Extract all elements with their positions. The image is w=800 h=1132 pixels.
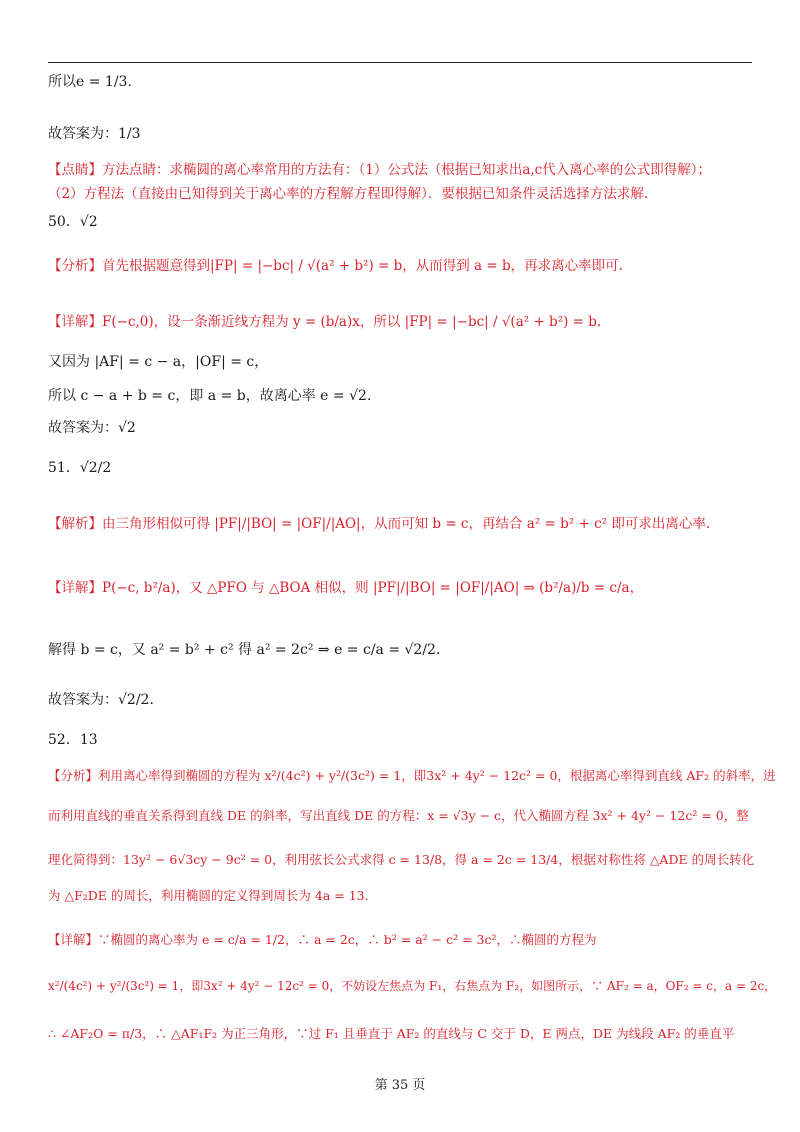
line-3: 【点睛】方法点睛：求椭圆的离心率常用的方法有：（1）公式法（根据已知求出a,c代入离心率的公式即得解）；	[48, 162, 711, 178]
line-10: 故答案为：√2	[48, 420, 136, 436]
line-7: 【详解】F(−c,0)，设一条渐近线方程为 y = (b/a)x，所以 |FP| = |−bc| / √(a² + b²) = b.	[48, 314, 602, 330]
line-2: 故答案为：1/3	[48, 126, 141, 142]
line-21: 【详解】∵椭圆的离心率为 e = c/a = 1/2，∴ a = 2c，∴ b² = a² − c² = 3c²，∴椭圆的方程为	[48, 932, 597, 947]
line-14: 解得 b = c，又 a² = b² + c² 得 a² = 2c² ⇒ e = c/a = √2/2.	[48, 642, 441, 658]
line-19: 理化简得到：13y² − 6√3cy − 9c² = 0，利用弦长公式求得 c = 13/8，得 a = 2c = 13/4，根据对称性将 △ADE 的周长转化	[48, 852, 755, 867]
line-17: 【分析】利用离心率得到椭圆的方程为 x²/(4c²) + y²/(3c²) = 1，即3x² + 4y² − 12c² = 0，根据离心率得到直线 AF₂ 的斜率，进	[48, 768, 776, 783]
line-1: 所以e = 1/3.	[48, 74, 132, 90]
line-12: 【解析】由三角形相似可得 |PF|/|BO| = |OF|/|AO|，从而可知 b = c，再结合 a² = b² + c² 即可求出离心率.	[48, 516, 711, 532]
line-4: （2）方程法（直接由已知得到关于离心率的方程解方程即得解）．要根据已知条件灵活选择方法求解.	[48, 186, 649, 202]
line-15: 故答案为：√2/2.	[48, 692, 154, 708]
line-8: 又因为 |AF| = c − a，|OF| = c，	[48, 354, 269, 370]
line-18: 而利用直线的垂直关系得到直线 DE 的斜率，写出直线 DE 的方程：x = √3y − c，代入椭圆方程 3x² + 4y² − 12c² = 0，整	[48, 808, 749, 823]
line-23: ∴ ∠AF₂O = π/3，∴ △AF₁F₂ 为正三角形，∵过 F₁ 且垂直于 AF₂ 的直线与 C 交于 D，E 两点，DE 为线段 AF₂ 的垂直平	[48, 1026, 735, 1041]
line-13: 【详解】P(−c, b²/a)，又 △PFO 与 △BOA 相似，则 |PF|/|BO| = |OF|/|AO| ⇒ (b²/a)/b = c/a，	[48, 580, 644, 596]
line-5: 50．√2	[48, 214, 98, 230]
line-11: 51．√2/2	[48, 460, 112, 476]
page-footer: 第 35 页	[374, 1078, 426, 1093]
line-22: x²/(4c²) + y²/(3c²) = 1，即3x² + 4y² − 12c² = 0，不妨设左焦点为 F₁，右焦点为 F₂，如图所示，∵ AF₂ = a，OF₂ = c，a = 2c，	[48, 979, 777, 993]
header-rule	[48, 62, 752, 63]
line-9: 所以 c − a + b = c，即 a = b，故离心率 e = √2.	[48, 388, 372, 404]
line-20: 为 △F₂DE 的周长，利用椭圆的定义得到周长为 4a = 13.	[48, 888, 369, 903]
line-6: 【分析】首先根据题意得到|FP| = |−bc| / √(a² + b²) = b，从而得到 a = b，再求离心率即可.	[48, 258, 623, 274]
line-16: 52．13	[48, 732, 98, 748]
